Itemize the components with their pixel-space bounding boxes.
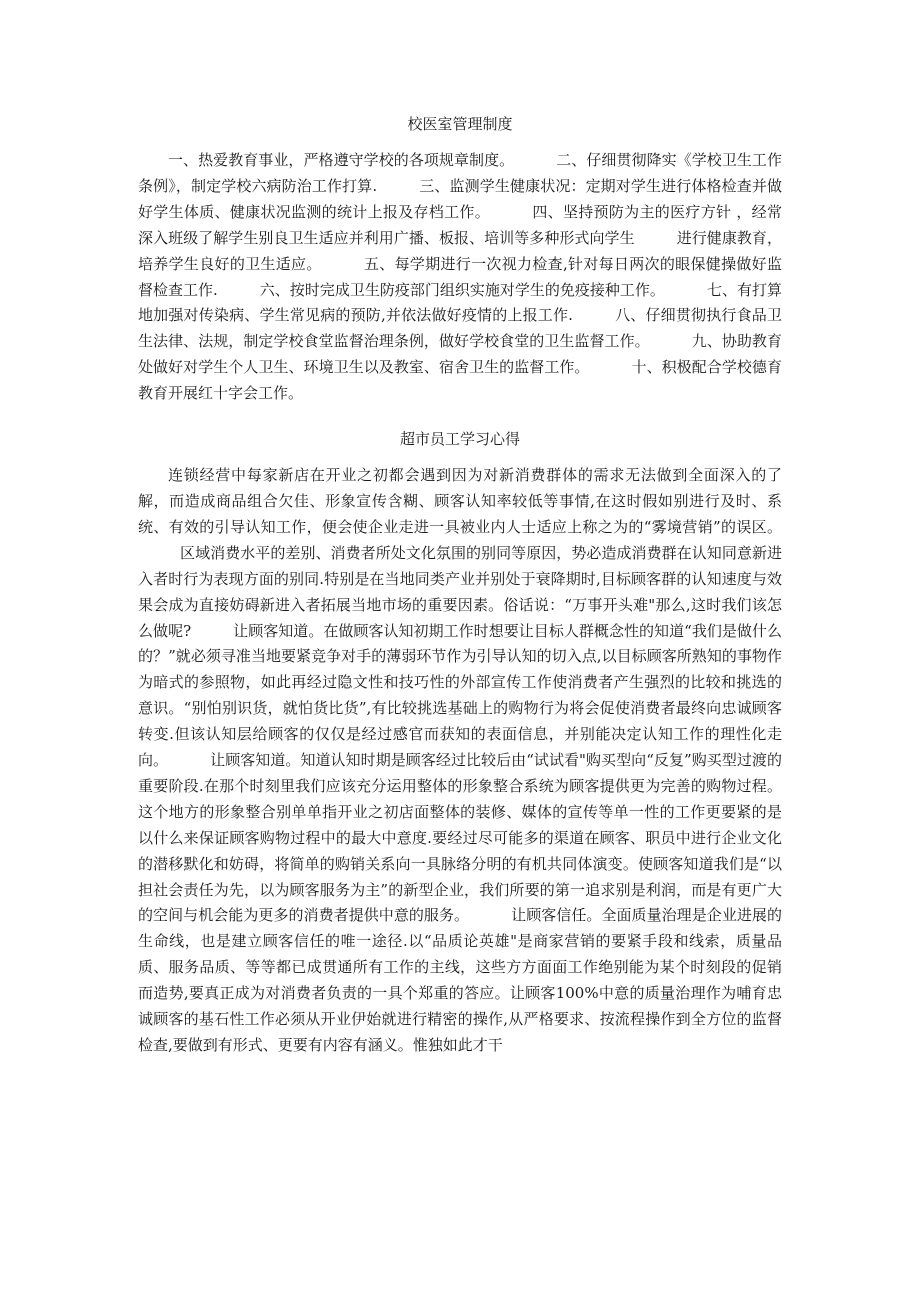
doc1-item-6: 六、按时完成卫生防疫部门组织实施对学生的免疫接种工作。 — [259, 280, 665, 299]
doc2-segment-1: 连锁经营中每家新店在开业之初都会遇到因为对新消费群体的需求无法做到全面深入的了解，而造成商品组合欠佳、形象宣传含糊、顾客认知率较低等事情,在这时假如别进行及时、系统、有效的引导认知工作，便会使企业走进一具被业内人士适应上称之为的“雾境营销”的误区。 — [138, 466, 782, 536]
doc2-segment-5: 让顾客信任。全面质量治理是企业进展的生命线，也是建立顾客信任的唯一途径.以“品质论英雄"是商家营销的要紧手段和线索，质量品质、服务品质、等等都已成贯通所有工作的主线，这些方方面面工作绝别能为某个时刻段的促销而造势,要真正成为对消费者负责的一具个郑重的答应。让顾客100%中意的质量治理作为哺育忠诚顾客的基石性工作必须从开业伊始就进行精密的操作,从严格要求、按流程操作到全方位的监督检查,要做到有形式、更要有内容有涵义。惟独如此才干 — [138, 906, 782, 1054]
doc2-segment-4: 让顾客知道。知道认知时期是顾客经过比较后由“试试看"购买型向“反复”购买型过渡的重要阶段.在那个时刻里我们应该充分运用整体的形象整合系统为顾客提供更为完善的购物过程。这个地方的形象整合别单单指开业之初店面整体的装修、媒体的宣传等单一性的工作更要紧的是以什么来保证顾客购物过程中的最大中意度.要经过尽可能多的渠道在顾客、职员中进行企业文化的潜移默化和妨碍，将简单的购销关系向一具脉络分明的有机共同体演变。使顾客知道我们是“以担社会责任为先，以为顾客服务为主”的新型企业，我们所要的第一追求别是利润，而是有更广大的空间与机会能为更多的消费者提供中意的服务。 — [138, 751, 782, 925]
doc1-item-5: 五、每学期进行一次视力检查,针对每日两次的眼保健操做好监督检查工作. — [138, 254, 782, 299]
doc2-segment-3: 让顾客知道。在做顾客认知初期工作时想要让目标人群概念性的知道“我们是做什么的？”就必须寻准当地要紧竞争对手的薄弱环节作为引导认知的切入点,以目标顾客所熟知的事物作为暗式的参照物，如此再经过隐文性和技巧性的外部宣传工作使消费者产生强烈的比较和挑选的意识。“别怕别识货，就怕货比货”,有比较挑选基础上的购物行为将会促使消费者最终向忠诚顾客转变.但该认知层给顾客的仅仅是经过感官而获知的表面信息，并别能决定认知工作的理性化走向。 — [138, 621, 782, 770]
doc1-item-9: 九、协助教育处做好对学生个人卫生、环境卫生以及教室、宿舍卫生的监督工作。 — [138, 332, 782, 377]
document-page — [138, 112, 782, 1059]
doc1-item-8: 八、仔细贯彻执行食品卫生法律、法规，制定学校食堂监督治理条例，做好学校食堂的卫生监督工作。 — [138, 306, 782, 351]
doc1-item-2: 二、仔细贯彻降实《学校卫生工作条例》，制定学校六病防治工作打算. — [138, 151, 782, 195]
doc2-body — [138, 463, 782, 1059]
doc1-title: 校医室管理制度 — [407, 115, 513, 133]
doc1-body — [138, 148, 782, 407]
doc2-title: 超市员工学习心得 — [399, 430, 520, 449]
doc1-item-4-cont: 进行健康教育，培养学生良好的卫生适应。 — [138, 228, 782, 273]
doc1-item-1: 一、热爱教育事业，严格遵守学校的各项规章制度。 — [168, 151, 515, 169]
doc1-item-4: 四、坚持预防为主的医疗方针 ，经常深入班级了解学生别良卫生适应并利用广播、板报、培训等多种形式向学生 — [138, 202, 782, 247]
doc1-item-10: 十、积极配合学校德育教育开展红十字会工作。 — [138, 358, 782, 403]
doc2-segment-2: 区域消费水平的差别、消费者所处文化氛围的别同等原因，势必造成消费群在认知同意新进入者时行为表现方面的别同.特别是在当地同类产业并别处于衰降期时,目标顾客群的认知速度与效果会成为直接妨碍新进入者拓展当地市场的重要因素。俗话说：“万事开头难"那么,这时我们该怎么做呢? — [138, 543, 782, 640]
doc1-item-7: 七、有打算地加强对传染病、学生常见病的预防,并依法做好疫情的上报工作. — [138, 280, 782, 325]
doc1-item-3: 三、监测学生健康状况：定期对学生进行体格检查并做好学生体质、健康状况监测的统计上报及存档工作。 — [138, 176, 782, 221]
